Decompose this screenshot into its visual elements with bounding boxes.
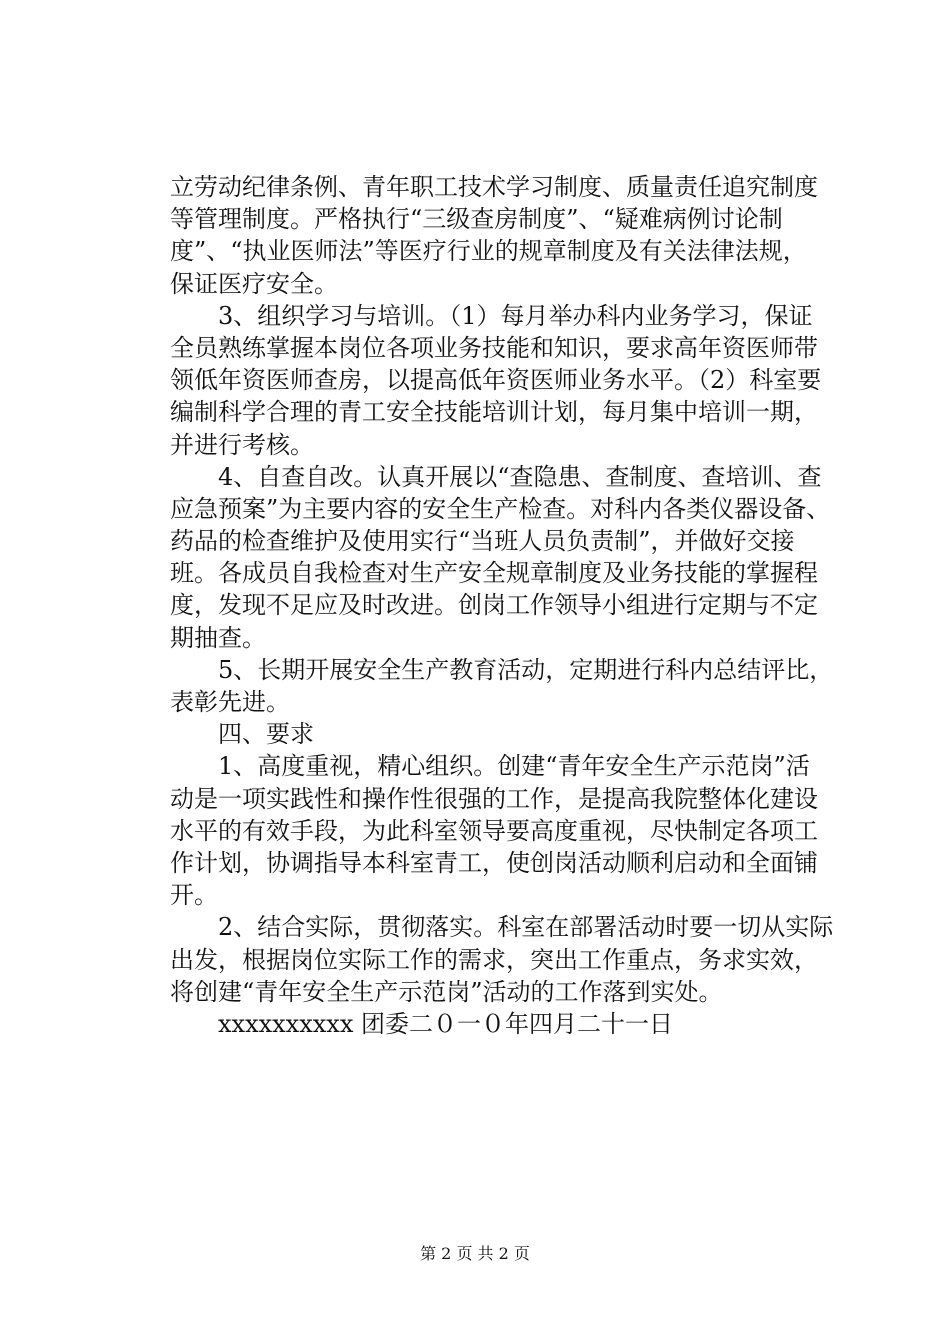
- text-line: 5、长期开展安全生产教育活动，定期进行科内总结评比，: [170, 655, 834, 684]
- text-line: 班。各成员自我检查对生产安全规章制度及业务技能的掌握程: [170, 559, 818, 588]
- text-line: 并进行考核。: [170, 430, 314, 459]
- text-line: 药品的检查维护及使用实行“当班人员负责制”，并做好交接: [170, 527, 795, 556]
- text-line: 3、组织学习与培训。（1）每月举办科内业务学习，保证: [170, 301, 813, 330]
- text-line: 出发，根据岗位实际工作的需求，突出工作重点，务求实效，: [170, 945, 818, 974]
- text-line: 期抽查。: [170, 623, 266, 652]
- text-line: 等管理制度。严格执行“三级查房制度”、“疑难病例讨论制: [170, 205, 783, 234]
- text-line: 作计划，协调指导本科室青工，使创岗活动顺利启动和全面铺: [170, 848, 818, 877]
- text-line: 动是一项实践性和操作性很强的工作，是提高我院整体化建设: [170, 784, 818, 813]
- text-line: 将创建“青年安全生产示范岗”活动的工作落到实处。: [170, 977, 723, 1006]
- text-line: 领低年资医师查房，以提高低年资医师业务水平。（2）科室要: [170, 366, 822, 395]
- text-line: 4、自查自改。认真开展以“查隐患、查制度、查培训、查: [170, 462, 822, 491]
- text-line: 立劳动纪律条例、青年职工技术学习制度、质量责任追究制度: [170, 173, 818, 201]
- text-line: 开。: [170, 881, 218, 910]
- text-line: 应急预案”为主要内容的安全生产检查。对科内各类仪器设备、: [170, 494, 831, 523]
- text-line: 表彰先进。: [170, 688, 290, 716]
- page-footer: 第 2 页 共 2 页: [420, 1244, 530, 1263]
- document-body: [170, 171, 860, 1040]
- section-heading: 四、要求: [170, 720, 314, 749]
- text-line: 保证医疗安全。: [170, 269, 338, 298]
- text-line: 编制科学合理的青工安全技能培训计划，每月集中培训一期，: [170, 398, 818, 427]
- text-line: 1、高度重视，精心组织。创建“青年安全生产示范岗”活: [170, 752, 810, 781]
- text-line: 度”、“执业医师法”等医疗行业的规章制度及有关法律法规，: [170, 237, 807, 266]
- text-line: 水平的有效手段，为此科室领导要高度重视，尽快制定各项工: [170, 816, 818, 845]
- text-line: 全员熟练掌握本岗位各项业务技能和知识，要求高年资医师带: [170, 333, 818, 362]
- signature-date-line: xxxxxxxxxx 团委二０一０年四月二十一日: [170, 1009, 673, 1038]
- text-line: 度，发现不足应及时改进。创岗工作领导小组进行定期与不定: [170, 591, 818, 620]
- text-line: 2、结合实际，贯彻落实。科室在部署活动时要一切从实际: [170, 913, 834, 942]
